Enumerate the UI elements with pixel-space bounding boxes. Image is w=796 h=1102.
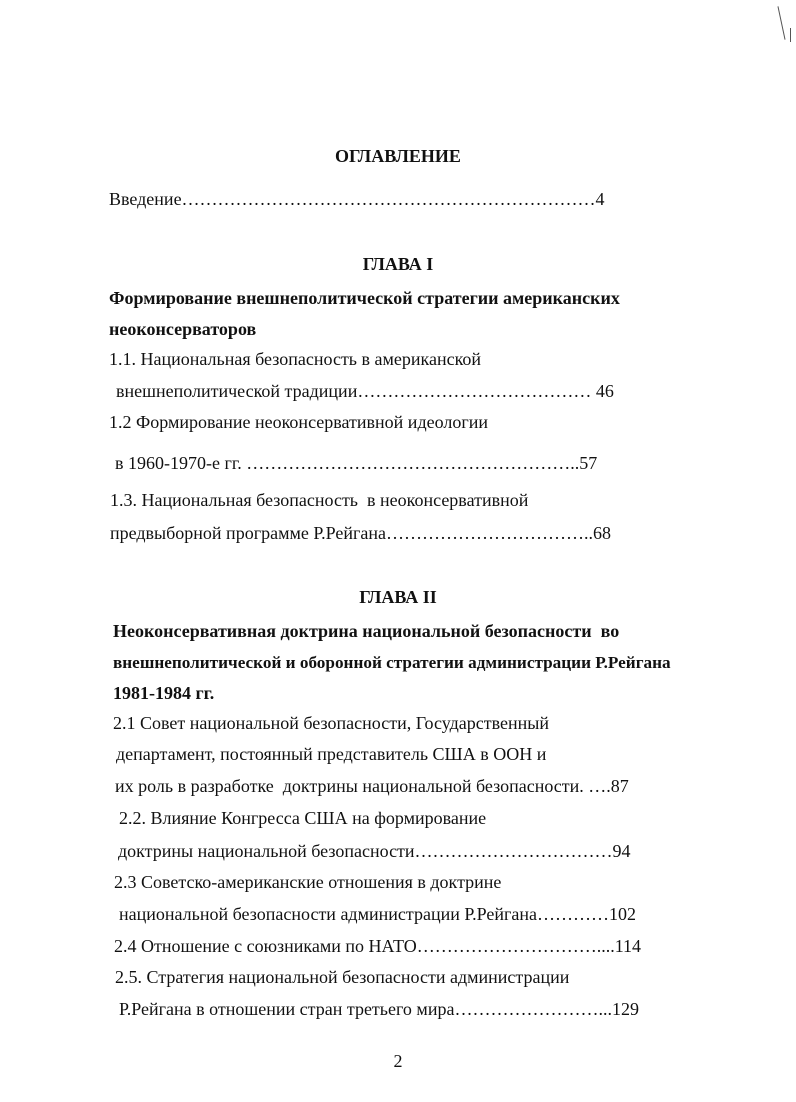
- chapter-2-title: Неоконсервативная доктрина национальной безопасности во: [113, 621, 620, 641]
- toc-entry: 2.2. Влияние Конгресса США на формирование: [119, 808, 487, 828]
- chapter-2-heading: ГЛАВА II: [359, 587, 437, 607]
- toc-entry-intro: Введение……………………………………………………………4: [109, 189, 605, 209]
- chapter-2-title: внешнеполитической и оборонной стратегии администрации Р.Рейгана: [113, 653, 671, 672]
- toc-entry: их роль в разработке доктрины национальной безопасности. ….87: [115, 776, 629, 796]
- toc-entry: внешнеполитической традиции………………………………… 46: [116, 381, 614, 401]
- toc-entry: 2.1 Совет национальной безопасности, Государственный: [113, 713, 549, 733]
- toc-entry: департамент, постоянный представитель США в ООН и: [116, 744, 547, 764]
- toc-entry: предвыборной программе Р.Рейгана……………………………..68: [110, 523, 611, 543]
- toc-entry: 2.4 Отношение с союзниками по НАТО…………………………....114: [114, 936, 642, 956]
- scan-artifact: [777, 6, 785, 39]
- toc-entry: в 1960-1970-е гг. ………………………………………………..57: [115, 453, 598, 473]
- toc-entry: 2.5. Стратегия национальной безопасности администрации: [115, 967, 570, 987]
- page-number: 2: [393, 1051, 403, 1071]
- chapter-1-title: Формирование внешнеполитической стратегии американских: [109, 288, 620, 308]
- toc-entry: 1.3. Национальная безопасность в неоконсервативной: [110, 490, 529, 510]
- toc-entry: доктрины национальной безопасности……………………………94: [118, 841, 631, 861]
- toc-title: ОГЛАВЛЕНИЕ: [335, 146, 461, 166]
- chapter-1-heading: ГЛАВА I: [362, 254, 434, 274]
- toc-entry: 1.1. Национальная безопасность в американской: [109, 349, 482, 369]
- chapter-1-title: неоконсерваторов: [109, 319, 257, 339]
- toc-entry: Р.Рейгана в отношении стран третьего мира……………………...129: [119, 999, 639, 1019]
- toc-entry: национальной безопасности администрации Р.Рейгана…………102: [119, 904, 636, 924]
- toc-entry: 2.3 Советско-американские отношения в доктрине: [114, 872, 502, 892]
- chapter-2-title: 1981-1984 гг.: [113, 683, 215, 703]
- scan-artifact: [790, 28, 791, 42]
- toc-entry: 1.2 Формирование неоконсервативной идеологии: [109, 412, 488, 432]
